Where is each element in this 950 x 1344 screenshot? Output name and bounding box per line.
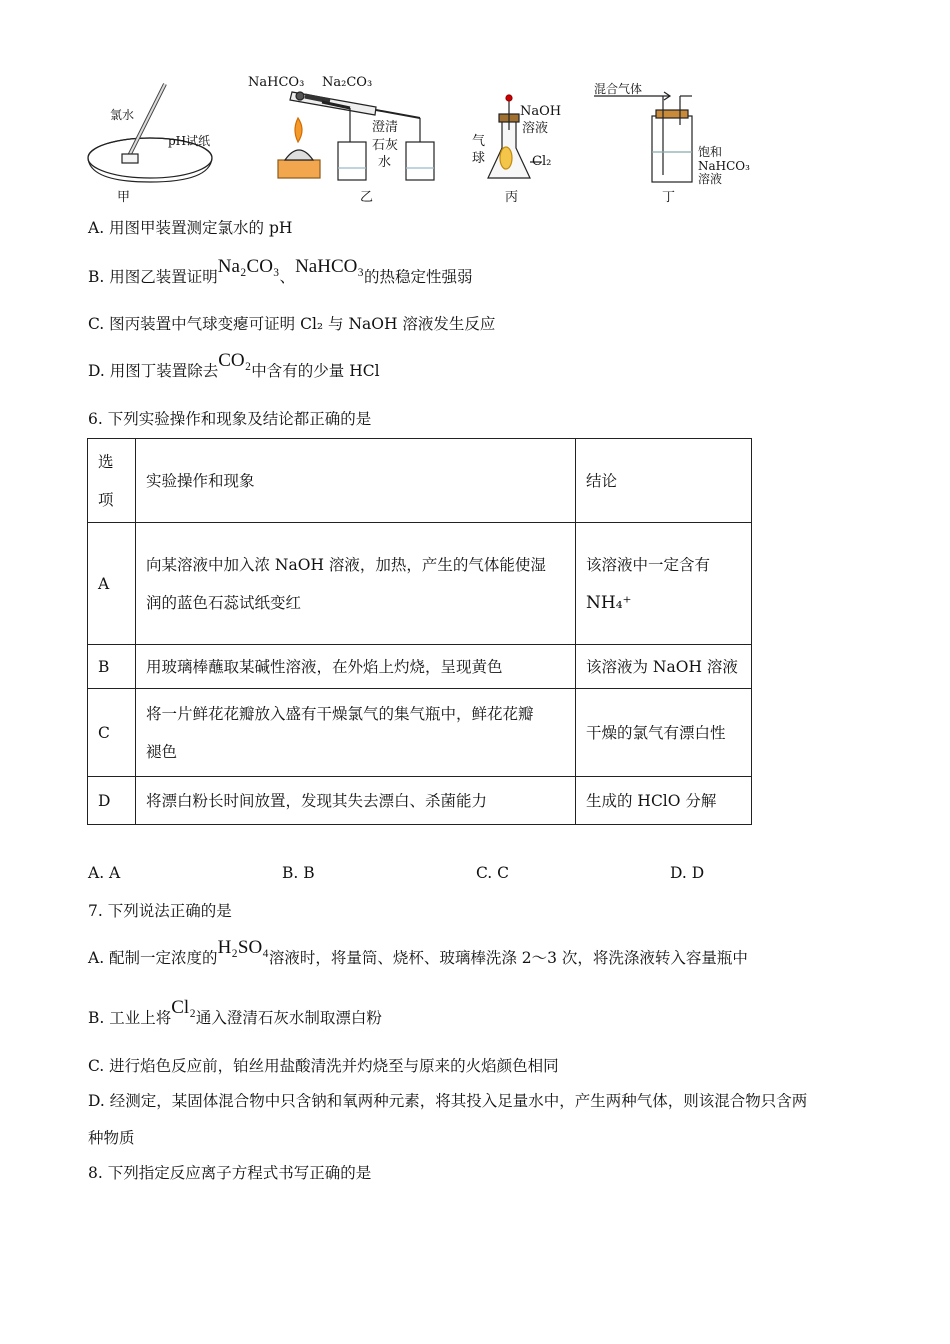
label-saturated: 饱和: [698, 145, 723, 159]
q5-d-post: 中含有的少量 HCl: [251, 362, 380, 380]
label-lime-water-3: 水: [378, 155, 392, 170]
row-a-operation: 向某溶液中加入浓 NaOH 溶液，加热，产生的气体能使湿 润的蓝色石蕊试纸变红: [136, 523, 576, 645]
q7-stem: 7. 下列说法正确的是: [88, 902, 232, 920]
label-lime-water-2: 石灰: [372, 138, 399, 153]
row-b-option: B: [88, 645, 136, 689]
table-header-row: [88, 439, 752, 523]
row-c-option: C: [88, 689, 136, 777]
formula-h2so4: H₂SO₄: [217, 937, 269, 958]
row-d-option: D: [88, 777, 136, 825]
label-naoh-solution: 溶液: [522, 121, 549, 136]
q7-b-post: 通入澄清石灰水制取漂白粉: [195, 1009, 382, 1027]
q5-option-d: [88, 350, 380, 382]
caption-yi: 乙: [360, 190, 374, 205]
q6-table: [87, 438, 752, 825]
label-ph-paper: pH试纸: [168, 134, 211, 148]
table-row: [88, 645, 752, 689]
label-nahco3: NaHCO₃: [248, 75, 305, 90]
label-chlorine-water: 氯水: [110, 108, 135, 122]
q7-option-d-line1: D. 经测定，某固体混合物中只含钠和氧两种元素，将其投入足量水中，产生两种气体，则该混合物只含两: [88, 1092, 808, 1110]
label-saturated-solution: 溶液: [698, 172, 723, 186]
q5-b-pre: B. 用图乙装置证明: [88, 268, 218, 286]
row-a-conclusion: 该溶液中一定含有 NH₄⁺: [576, 523, 752, 645]
heating-apparatus: [278, 92, 434, 180]
q8-stem: 8. 下列指定反应离子方程式书写正确的是: [88, 1164, 372, 1182]
label-lime-water-1: 澄清: [372, 120, 399, 135]
row-c-operation: 将一片鲜花花瓣放入盛有干燥氯气的集气瓶中，鲜花花瓣 褪色: [136, 689, 576, 777]
label-mixed-gas: 混合气体: [594, 82, 643, 96]
label-cl2: Cl₂: [532, 154, 552, 169]
formula-cl2: Cl₂: [171, 997, 196, 1018]
q7-option-a: [88, 937, 748, 969]
label-balloon-2: 球: [472, 151, 486, 166]
label-saturated-nahco3: NaHCO₃: [698, 159, 750, 173]
q7-a-post: 溶液时，将量筒、烧杯、玻璃棒洗涤 2～3 次，将洗涤液转入容量瓶中: [268, 949, 748, 967]
q5-b-post: 的热稳定性强弱: [363, 268, 473, 286]
header-option: 选 项: [88, 439, 136, 523]
caption-bing: 丙: [505, 190, 519, 205]
table-row: [88, 523, 752, 645]
q5-d-pre: D. 用图丁装置除去: [88, 362, 219, 380]
q5-option-a: A. 用图甲装置测定氯水的 pH: [88, 219, 293, 237]
q5-b-mid: 、: [279, 268, 296, 286]
q6-choice-c: C. C: [476, 864, 510, 882]
washing-bottle: [594, 92, 692, 182]
formula-nahco3: NaHCO₃: [295, 256, 364, 277]
formula-nh4: NH₄⁺: [586, 592, 632, 613]
row-b-conclusion: 该溶液为 NaOH 溶液: [576, 645, 752, 689]
q5-option-b: [88, 256, 473, 288]
row-b-operation: 用玻璃棒蘸取某碱性溶液，在外焰上灼烧，呈现黄色: [136, 645, 576, 689]
q6-choice-a: A. A: [88, 864, 121, 882]
q7-option-c: C. 进行焰色反应前，铂丝用盐酸清洗并灼烧至与原来的火焰颜色相同: [88, 1057, 559, 1075]
row-a-option: A: [88, 523, 136, 645]
caption-jia: 甲: [117, 190, 131, 205]
table-row: [88, 689, 752, 777]
q6-stem: 6. 下列实验操作和现象及结论都正确的是: [88, 410, 372, 428]
caption-ding: 丁: [662, 190, 676, 205]
q7-option-d-line2: 种物质: [88, 1129, 135, 1147]
row-d-conclusion: 生成的 HClO 分解: [576, 777, 752, 825]
table-row: [88, 777, 752, 825]
row-d-operation: 将漂白粉长时间放置，发现其失去漂白、杀菌能力: [136, 777, 576, 825]
label-balloon-1: 气: [472, 134, 486, 149]
label-naoh: NaOH: [520, 104, 562, 119]
label-na2co3: Na₂CO₃: [322, 75, 373, 90]
q7-option-b: [88, 997, 382, 1029]
header-operation: 实验操作和现象: [136, 439, 576, 523]
formula-na2co3: Na₂CO₃: [217, 256, 280, 277]
formula-co2: CO₂: [218, 350, 252, 371]
q6-choice-d: D. D: [670, 864, 705, 882]
q7-a-pre: A. 配制一定浓度的: [88, 949, 218, 967]
q7-b-pre: B. 工业上将: [88, 1009, 172, 1027]
row-c-conclusion: 干燥的氯气有漂白性: [576, 689, 752, 777]
q6-choice-b: B. B: [282, 864, 315, 882]
header-conclusion: 结论: [576, 439, 752, 523]
q5-option-c: C. 图丙装置中气球变瘪可证明 Cl₂ 与 NaOH 溶液发生反应: [88, 315, 496, 333]
